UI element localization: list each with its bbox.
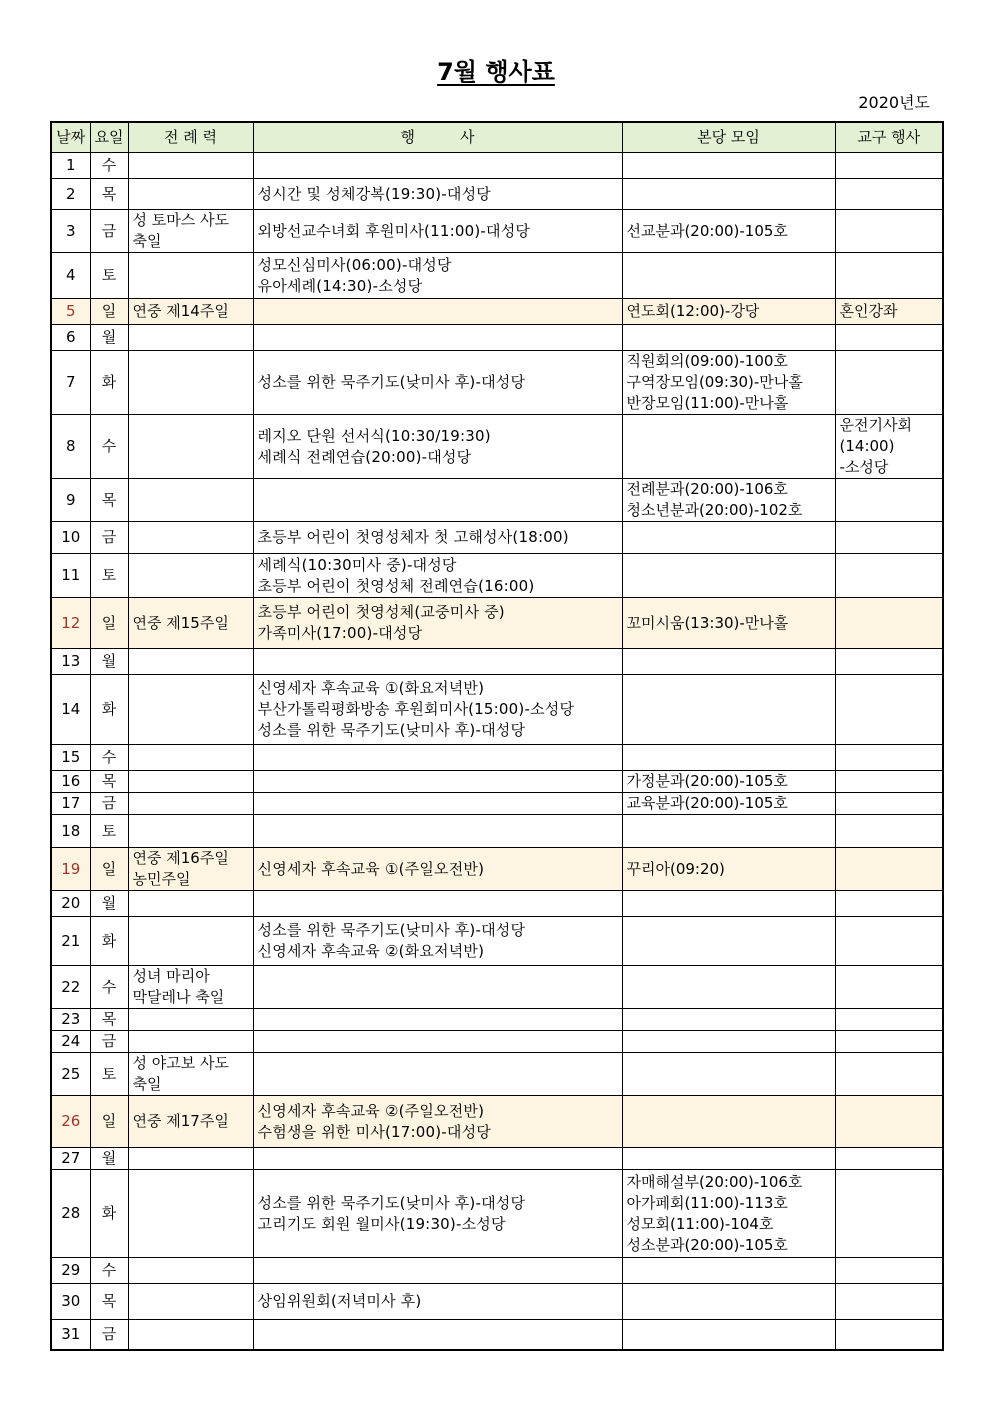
- weekday-cell: 목: [90, 479, 128, 522]
- diocese-cell: [835, 554, 943, 598]
- event-cell-line: 신영세자 후속교육 ①(화요저녁반): [257, 679, 485, 697]
- table-row: [51, 1284, 943, 1320]
- liturgy-cell-line: 축일: [132, 1075, 162, 1093]
- diocese-cell: [835, 153, 943, 179]
- parish-cell: [622, 891, 835, 917]
- liturgy-cell: [128, 649, 253, 675]
- parish-cell: [622, 815, 835, 848]
- header-row: [51, 122, 943, 153]
- table-row: [51, 1009, 943, 1031]
- parish-cell-line: 직원회의(09:00)-100호: [626, 352, 788, 370]
- weekday-cell: 토: [90, 815, 128, 848]
- header-diocese: 교구 행사: [835, 122, 943, 153]
- event-cell: [253, 153, 622, 179]
- event-cell: [253, 1284, 622, 1320]
- liturgy-cell-line: 연중 제14주일: [132, 302, 229, 320]
- weekday-cell: 일: [90, 848, 128, 891]
- event-cell: [253, 745, 622, 771]
- diocese-cell: [835, 917, 943, 966]
- date-cell: 30: [51, 1284, 90, 1320]
- event-cell-line: 신영세자 후속교육 ②(화요저녁반): [257, 942, 485, 960]
- table-row: [51, 299, 943, 325]
- table-row: [51, 1031, 943, 1053]
- date-cell: 4: [51, 253, 90, 299]
- parish-cell-line: 선교분과(20:00)-105호: [626, 221, 788, 240]
- weekday-cell: 수: [90, 966, 128, 1009]
- weekday-cell: 목: [90, 771, 128, 793]
- table-row: [51, 771, 943, 793]
- event-cell: [253, 1096, 622, 1148]
- table-row: [51, 675, 943, 745]
- date-cell: 20: [51, 891, 90, 917]
- liturgy-cell: [128, 179, 253, 210]
- event-cell-line: 성모신심미사(06:00)-대성당: [257, 255, 452, 274]
- event-cell: [253, 1320, 622, 1350]
- liturgy-cell: [128, 1009, 253, 1031]
- parish-cell: [622, 598, 835, 649]
- event-cell-line: 고리기도 회원 월미사(19:30)-소성당: [257, 1214, 506, 1233]
- table-row: [51, 891, 943, 917]
- date-cell: 24: [51, 1031, 90, 1053]
- liturgy-cell: [128, 966, 253, 1009]
- table-row: [51, 1170, 943, 1258]
- liturgy-cell-line: 연중 제17주일: [132, 1112, 229, 1130]
- diocese-cell: [835, 815, 943, 848]
- parish-cell: [622, 299, 835, 325]
- event-cell: [253, 325, 622, 351]
- diocese-cell: [835, 325, 943, 351]
- weekday-cell: 월: [90, 1148, 128, 1170]
- parish-cell: [622, 522, 835, 554]
- event-cell: [253, 179, 622, 210]
- liturgy-cell: [128, 1320, 253, 1350]
- date-cell: 9: [51, 479, 90, 522]
- event-cell: [253, 815, 622, 848]
- parish-cell: [622, 1320, 835, 1350]
- date-cell: 26: [51, 1096, 90, 1148]
- parish-cell-line: 구역장모임(09:30)-만나홀: [626, 373, 803, 391]
- table-row: [51, 554, 943, 598]
- diocese-cell: [835, 351, 943, 415]
- date-cell: 1: [51, 153, 90, 179]
- event-cell-line: 성소를 위한 묵주기도(낮미사 후)-대성당: [257, 373, 526, 391]
- table-row: [51, 848, 943, 891]
- parish-cell-line: 청소년분과(20:00)-102호: [626, 501, 803, 519]
- event-cell: [253, 554, 622, 598]
- table-row: [51, 966, 943, 1009]
- diocese-cell: [835, 745, 943, 771]
- table-row: [51, 1148, 943, 1170]
- event-cell-line: 수험생을 위한 미사(17:00)-대성당: [257, 1122, 491, 1141]
- date-cell: 18: [51, 815, 90, 848]
- liturgy-cell: [128, 675, 253, 745]
- weekday-cell: 화: [90, 917, 128, 966]
- parish-cell: [622, 253, 835, 299]
- event-cell: [253, 1031, 622, 1053]
- parish-cell-line: 교육분과(20:00)-105호: [626, 794, 788, 812]
- table-row: [51, 522, 943, 554]
- date-cell: 13: [51, 649, 90, 675]
- event-cell: [253, 1148, 622, 1170]
- date-cell: 5: [51, 299, 90, 325]
- event-cell: [253, 351, 622, 415]
- schedule-table: [50, 121, 944, 1351]
- table-row: [51, 917, 943, 966]
- liturgy-cell: [128, 479, 253, 522]
- parish-cell: [622, 1031, 835, 1053]
- liturgy-cell: [128, 299, 253, 325]
- diocese-cell: [835, 1096, 943, 1148]
- parish-cell: [622, 325, 835, 351]
- event-cell-line: 초등부 어린이 첫영성체(교중미사 중): [257, 603, 505, 621]
- event-cell-line: 부산가톨릭평화방송 후원회미사(15:00)-소성당: [257, 700, 575, 718]
- header-date: 날짜: [51, 122, 90, 153]
- table-row: [51, 325, 943, 351]
- event-cell: [253, 917, 622, 966]
- date-cell: 21: [51, 917, 90, 966]
- header-weekday: 요일: [90, 122, 128, 153]
- liturgy-cell: [128, 1258, 253, 1284]
- date-cell: 17: [51, 793, 90, 815]
- weekday-cell: 목: [90, 179, 128, 210]
- weekday-cell: 금: [90, 522, 128, 554]
- date-cell: 27: [51, 1148, 90, 1170]
- event-cell: [253, 675, 622, 745]
- weekday-cell: 월: [90, 649, 128, 675]
- liturgy-cell: [128, 1284, 253, 1320]
- parish-cell: [622, 1170, 835, 1258]
- liturgy-cell-line: 축일: [132, 232, 162, 250]
- date-cell: 11: [51, 554, 90, 598]
- table-row: [51, 415, 943, 479]
- event-cell: [253, 966, 622, 1009]
- weekday-cell: 화: [90, 675, 128, 745]
- weekday-cell: 월: [90, 325, 128, 351]
- parish-cell: [622, 179, 835, 210]
- table-row: [51, 649, 943, 675]
- event-cell-line: 신영세자 후속교육 ①(주일오전반): [257, 859, 485, 878]
- diocese-cell: [835, 299, 943, 325]
- liturgy-cell: [128, 1096, 253, 1148]
- date-cell: 10: [51, 522, 90, 554]
- weekday-cell: 목: [90, 1009, 128, 1031]
- date-cell: 15: [51, 745, 90, 771]
- date-cell: 25: [51, 1053, 90, 1096]
- parish-cell: [622, 1284, 835, 1320]
- weekday-cell: 금: [90, 1320, 128, 1350]
- diocese-cell: [835, 675, 943, 745]
- liturgy-cell: [128, 917, 253, 966]
- parish-cell-line: 성모회(11:00)-104호: [626, 1214, 774, 1233]
- liturgy-cell: [128, 210, 253, 253]
- liturgy-cell: [128, 1031, 253, 1053]
- date-cell: 6: [51, 325, 90, 351]
- diocese-cell: [835, 771, 943, 793]
- weekday-cell: 금: [90, 1031, 128, 1053]
- table-row: [51, 793, 943, 815]
- event-cell-line: 성시간 및 성체강복(19:30)-대성당: [257, 184, 491, 203]
- parish-cell: [622, 1096, 835, 1148]
- parish-cell: [622, 415, 835, 479]
- parish-cell-line: 가정분과(20:00)-105호: [626, 772, 788, 790]
- event-cell: [253, 210, 622, 253]
- event-cell-line: 초등부 어린이 첫영성체 전례연습(16:00): [257, 576, 535, 595]
- weekday-cell: 토: [90, 1053, 128, 1096]
- diocese-cell: [835, 210, 943, 253]
- liturgy-cell: [128, 598, 253, 649]
- diocese-cell-line: 혼인강좌: [839, 302, 898, 320]
- liturgy-cell-line: 연중 제16주일: [132, 849, 229, 867]
- event-cell-line: 가족미사(17:00)-대성당: [257, 624, 423, 642]
- weekday-cell: 수: [90, 745, 128, 771]
- date-cell: 23: [51, 1009, 90, 1031]
- event-cell: [253, 415, 622, 479]
- table-row: [51, 1053, 943, 1096]
- parish-cell-line: 꾸리아(09:20): [626, 859, 725, 878]
- diocese-cell: [835, 966, 943, 1009]
- parish-cell: [622, 1009, 835, 1031]
- liturgy-cell: [128, 1170, 253, 1258]
- parish-cell-line: 연도회(12:00)-강당: [626, 302, 760, 320]
- liturgy-cell: [128, 793, 253, 815]
- parish-cell-line: 꼬미시움(13:30)-만나홀: [626, 613, 789, 632]
- event-cell: [253, 891, 622, 917]
- liturgy-cell: [128, 554, 253, 598]
- parish-cell: [622, 966, 835, 1009]
- liturgy-cell: [128, 153, 253, 179]
- parish-cell: [622, 153, 835, 179]
- event-cell: [253, 522, 622, 554]
- date-cell: 7: [51, 351, 90, 415]
- weekday-cell: 금: [90, 793, 128, 815]
- table-row: [51, 210, 943, 253]
- table-row: [51, 745, 943, 771]
- weekday-cell: 월: [90, 891, 128, 917]
- table-row: [51, 1320, 943, 1350]
- parish-cell: [622, 479, 835, 522]
- event-cell: [253, 1258, 622, 1284]
- liturgy-cell: [128, 1053, 253, 1096]
- liturgy-cell: [128, 522, 253, 554]
- liturgy-cell-line: 연중 제15주일: [132, 613, 229, 632]
- parish-cell-line: 성소분과(20:00)-105호: [626, 1235, 788, 1254]
- table-row: [51, 479, 943, 522]
- liturgy-cell: [128, 891, 253, 917]
- parish-cell: [622, 793, 835, 815]
- weekday-cell: 수: [90, 153, 128, 179]
- liturgy-cell: [128, 771, 253, 793]
- parish-cell: [622, 745, 835, 771]
- diocese-cell: [835, 1148, 943, 1170]
- diocese-cell: [835, 179, 943, 210]
- weekday-cell: 화: [90, 351, 128, 415]
- diocese-cell: [835, 891, 943, 917]
- liturgy-cell: [128, 848, 253, 891]
- diocese-cell: [835, 415, 943, 479]
- liturgy-cell: [128, 815, 253, 848]
- event-cell-line: 성소를 위한 묵주기도(낮미사 후)-대성당: [257, 1193, 526, 1212]
- table-row: [51, 1096, 943, 1148]
- liturgy-cell-line: 성 야고보 사도: [132, 1054, 229, 1072]
- event-cell: [253, 793, 622, 815]
- weekday-cell: 토: [90, 253, 128, 299]
- parish-cell: [622, 917, 835, 966]
- event-cell: [253, 479, 622, 522]
- liturgy-cell: [128, 415, 253, 479]
- diocese-cell: [835, 793, 943, 815]
- liturgy-cell-line: 막달레나 축일: [132, 988, 225, 1006]
- liturgy-cell: [128, 253, 253, 299]
- weekday-cell: 수: [90, 1258, 128, 1284]
- table-row: [51, 598, 943, 649]
- header-liturgy: 전 례 력: [128, 122, 253, 153]
- event-cell-line: 세례식(10:30미사 중)-대성당: [257, 555, 457, 574]
- diocese-cell: [835, 1320, 943, 1350]
- date-cell: 28: [51, 1170, 90, 1258]
- parish-cell: [622, 848, 835, 891]
- event-cell: [253, 848, 622, 891]
- diocese-cell: [835, 1053, 943, 1096]
- event-cell-line: 신영세자 후속교육 ②(주일오전반): [257, 1101, 485, 1120]
- event-cell-line: 유아세례(14:30)-소성당: [257, 276, 423, 295]
- event-cell-line: 상임위원회(저녁미사 후): [257, 1292, 422, 1310]
- parish-cell-line: 전례분과(20:00)-106호: [626, 480, 788, 498]
- diocese-cell: [835, 598, 943, 649]
- event-cell-line: 초등부 어린이 첫영성체자 첫 고해성사(18:00): [257, 528, 569, 546]
- table-row: [51, 351, 943, 415]
- parish-cell: [622, 1258, 835, 1284]
- date-cell: 16: [51, 771, 90, 793]
- weekday-cell: 일: [90, 299, 128, 325]
- header-parish: 본당 모임: [622, 122, 835, 153]
- event-cell: [253, 253, 622, 299]
- date-cell: 31: [51, 1320, 90, 1350]
- diocese-cell: [835, 848, 943, 891]
- table-row: [51, 153, 943, 179]
- diocese-cell: [835, 479, 943, 522]
- table-row: [51, 179, 943, 210]
- event-cell: [253, 299, 622, 325]
- table-row: [51, 253, 943, 299]
- diocese-cell: [835, 1284, 943, 1320]
- diocese-cell: [835, 522, 943, 554]
- date-cell: 8: [51, 415, 90, 479]
- diocese-cell: [835, 253, 943, 299]
- header-events: 행 사: [253, 122, 622, 153]
- event-cell: [253, 1009, 622, 1031]
- weekday-cell: 금: [90, 210, 128, 253]
- event-cell-line: 성소를 위한 묵주기도(낮미사 후)-대성당: [257, 721, 526, 739]
- table-row: [51, 815, 943, 848]
- event-cell: [253, 598, 622, 649]
- weekday-cell: 일: [90, 1096, 128, 1148]
- liturgy-cell: [128, 745, 253, 771]
- parish-cell: [622, 771, 835, 793]
- event-cell-line: 레지오 단원 선서식(10:30/19:30): [257, 426, 491, 445]
- parish-cell: [622, 1148, 835, 1170]
- liturgy-cell: [128, 325, 253, 351]
- diocese-cell: [835, 1031, 943, 1053]
- liturgy-cell-line: 성녀 마리아: [132, 967, 210, 985]
- event-cell-line: 세례식 전례연습(20:00)-대성당: [257, 447, 472, 466]
- year-label: 2020년도: [858, 93, 930, 112]
- diocese-cell: [835, 1258, 943, 1284]
- date-cell: 19: [51, 848, 90, 891]
- liturgy-cell: [128, 1148, 253, 1170]
- weekday-cell: 화: [90, 1170, 128, 1258]
- table-row: [51, 1258, 943, 1284]
- liturgy-cell: [128, 351, 253, 415]
- event-cell: [253, 649, 622, 675]
- diocese-cell-line: 운전기사회: [839, 416, 912, 434]
- parish-cell-line: 자매해설부(20:00)-106호: [626, 1172, 803, 1191]
- weekday-cell: 토: [90, 554, 128, 598]
- weekday-cell: 수: [90, 415, 128, 479]
- date-cell: 22: [51, 966, 90, 1009]
- parish-cell: [622, 554, 835, 598]
- event-cell-line: 외방선교수녀회 후원미사(11:00)-대성당: [257, 221, 531, 240]
- date-cell: 3: [51, 210, 90, 253]
- parish-cell: [622, 210, 835, 253]
- event-cell: [253, 1053, 622, 1096]
- liturgy-cell-line: 농민주일: [132, 870, 191, 888]
- page-title: 7월 행사표: [437, 58, 555, 86]
- date-cell: 14: [51, 675, 90, 745]
- weekday-cell: 일: [90, 598, 128, 649]
- event-cell-line: 성소를 위한 묵주기도(낮미사 후)-대성당: [257, 921, 526, 939]
- diocese-cell-line: (14:00): [839, 437, 895, 455]
- weekday-cell: 목: [90, 1284, 128, 1320]
- date-cell: 2: [51, 179, 90, 210]
- parish-cell-line: 아가페회(11:00)-113호: [626, 1193, 788, 1212]
- event-cell: [253, 1170, 622, 1258]
- diocese-cell-line: -소성당: [839, 458, 889, 476]
- parish-cell: [622, 1053, 835, 1096]
- parish-cell: [622, 649, 835, 675]
- event-cell: [253, 771, 622, 793]
- parish-cell: [622, 351, 835, 415]
- parish-cell-line: 반장모임(11:00)-만나홀: [626, 394, 789, 412]
- parish-cell: [622, 675, 835, 745]
- liturgy-cell-line: 성 토마스 사도: [132, 211, 229, 229]
- date-cell: 29: [51, 1258, 90, 1284]
- date-cell: 12: [51, 598, 90, 649]
- diocese-cell: [835, 1009, 943, 1031]
- diocese-cell: [835, 1170, 943, 1258]
- diocese-cell: [835, 649, 943, 675]
